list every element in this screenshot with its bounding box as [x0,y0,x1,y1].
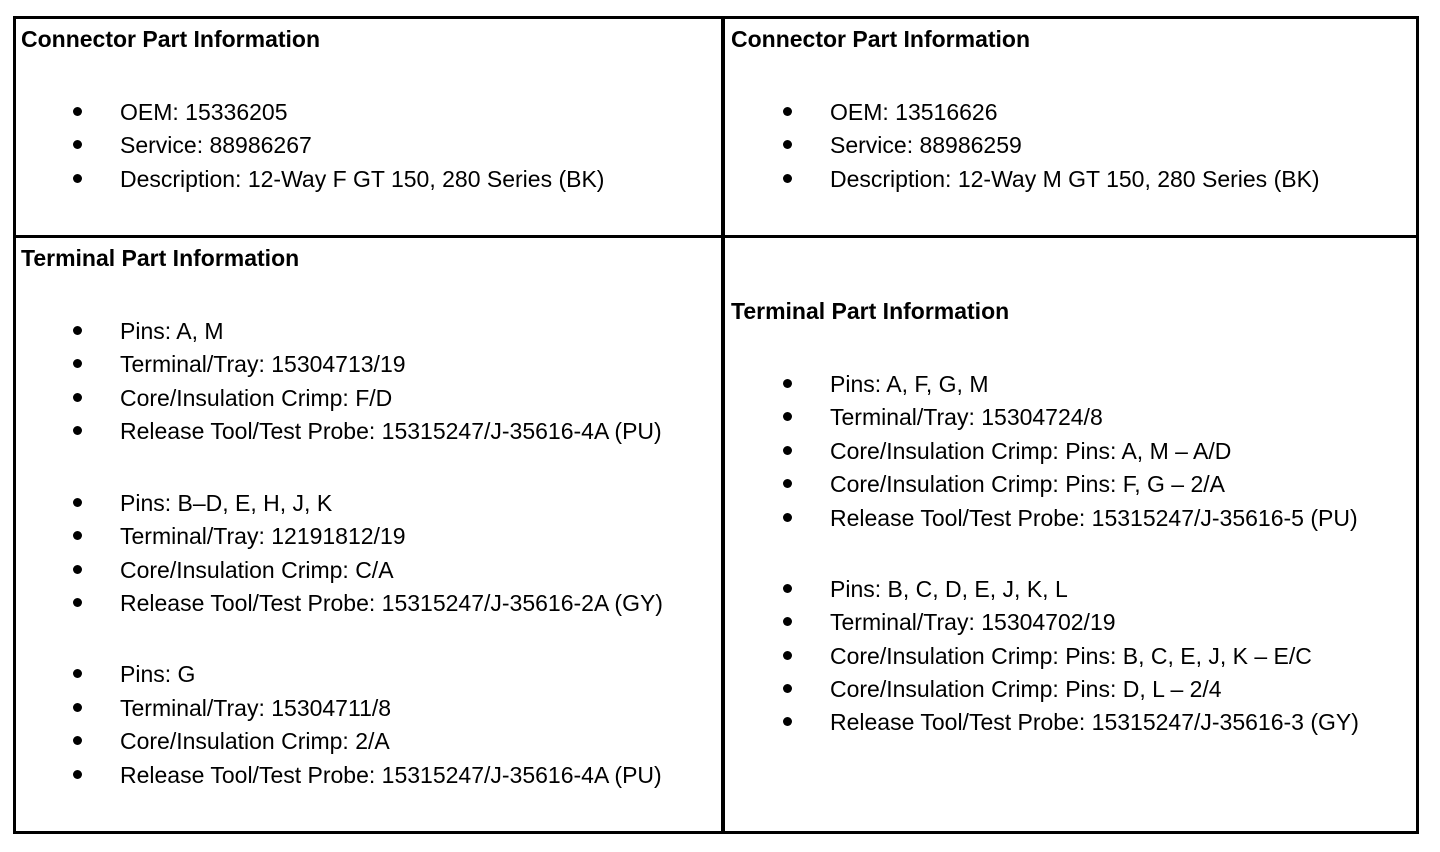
bullet-icon [73,531,82,540]
right-terminal-g2-crimp-dl: Core/Insulation Crimp: Pins: D, L – 2/4 [830,676,1222,702]
bullet-icon [783,513,792,522]
bullet-icon [783,107,792,116]
left-connector-service: Service: 88986267 [120,132,312,158]
column-divider [721,16,725,834]
bullet-icon [783,479,792,488]
left-connector-heading: Connector Part Information [21,26,321,52]
left-terminal-g2-tool: Release Tool/Test Probe: 15315247/J-35616-2A (GY) [120,590,663,616]
left-terminal-g3-tray: Terminal/Tray: 15304711/8 [120,695,392,721]
left-terminal-g1-tool: Release Tool/Test Probe: 15315247/J-35616-4A (PU) [120,418,662,444]
right-connector-service: Service: 88986259 [830,132,1022,158]
bullet-icon [783,174,792,183]
left-terminal-g3-pins: Pins: G [120,661,196,687]
bullet-icon [783,684,792,693]
right-connector-heading: Connector Part Information [731,26,1031,52]
right-terminal-g1-crimp-fg: Core/Insulation Crimp: Pins: F, G – 2/A [830,471,1225,497]
bullet-icon [73,393,82,402]
right-terminal-g1-crimp-am: Core/Insulation Crimp: Pins: A, M – A/D [830,438,1232,464]
bullet-icon [73,598,82,607]
bullet-icon [73,359,82,368]
bullet-icon [73,565,82,574]
right-connector-oem: OEM: 13516626 [830,99,998,125]
right-terminal-g1-tray: Terminal/Tray: 15304724/8 [830,404,1103,430]
right-terminal-g2-tray: Terminal/Tray: 15304702/19 [830,609,1116,635]
bullet-icon [73,174,82,183]
right-connector-description: Description: 12-Way M GT 150, 280 Series (BK) [830,166,1320,192]
bullet-icon [73,669,82,678]
bullet-icon [783,412,792,421]
bullet-icon [783,651,792,660]
left-connector-oem: OEM: 15336205 [120,99,288,125]
left-terminal-g1-crimp: Core/Insulation Crimp: F/D [120,385,393,411]
left-terminal-g1-pins: Pins: A, M [120,318,224,344]
left-terminal-g2-pins: Pins: B–D, E, H, J, K [120,490,333,516]
bullet-icon [73,107,82,116]
row-divider [13,235,1419,238]
bullet-icon [783,584,792,593]
right-terminal-g2-pins: Pins: B, C, D, E, J, K, L [830,576,1068,602]
bullet-icon [783,140,792,149]
left-terminal-g3-tool: Release Tool/Test Probe: 15315247/J-35616-4A (PU) [120,762,662,788]
bullet-icon [73,498,82,507]
left-terminal-g2-crimp: Core/Insulation Crimp: C/A [120,557,394,583]
left-connector-description: Description: 12-Way F GT 150, 280 Series (BK) [120,166,605,192]
right-terminal-g1-pins: Pins: A, F, G, M [830,371,989,397]
bullet-icon [73,770,82,779]
left-terminal-heading: Terminal Part Information [21,245,300,271]
bullet-icon [73,140,82,149]
bullet-icon [73,736,82,745]
right-terminal-g2-crimp-bcejk: Core/Insulation Crimp: Pins: B, C, E, J, K – E/C [830,643,1312,669]
bullet-icon [73,703,82,712]
bullet-icon [783,379,792,388]
bullet-icon [73,326,82,335]
right-terminal-heading: Terminal Part Information [731,298,1010,324]
right-terminal-g1-tool: Release Tool/Test Probe: 15315247/J-35616-5 (PU) [830,505,1358,531]
bullet-icon [73,426,82,435]
right-terminal-g2-tool: Release Tool/Test Probe: 15315247/J-35616-3 (GY) [830,709,1359,735]
bullet-icon [783,617,792,626]
bullet-icon [783,446,792,455]
bullet-icon [783,717,792,726]
left-terminal-g1-tray: Terminal/Tray: 15304713/19 [120,351,406,377]
left-terminal-g2-tray: Terminal/Tray: 12191812/19 [120,523,406,549]
left-terminal-g3-crimp: Core/Insulation Crimp: 2/A [120,728,390,754]
